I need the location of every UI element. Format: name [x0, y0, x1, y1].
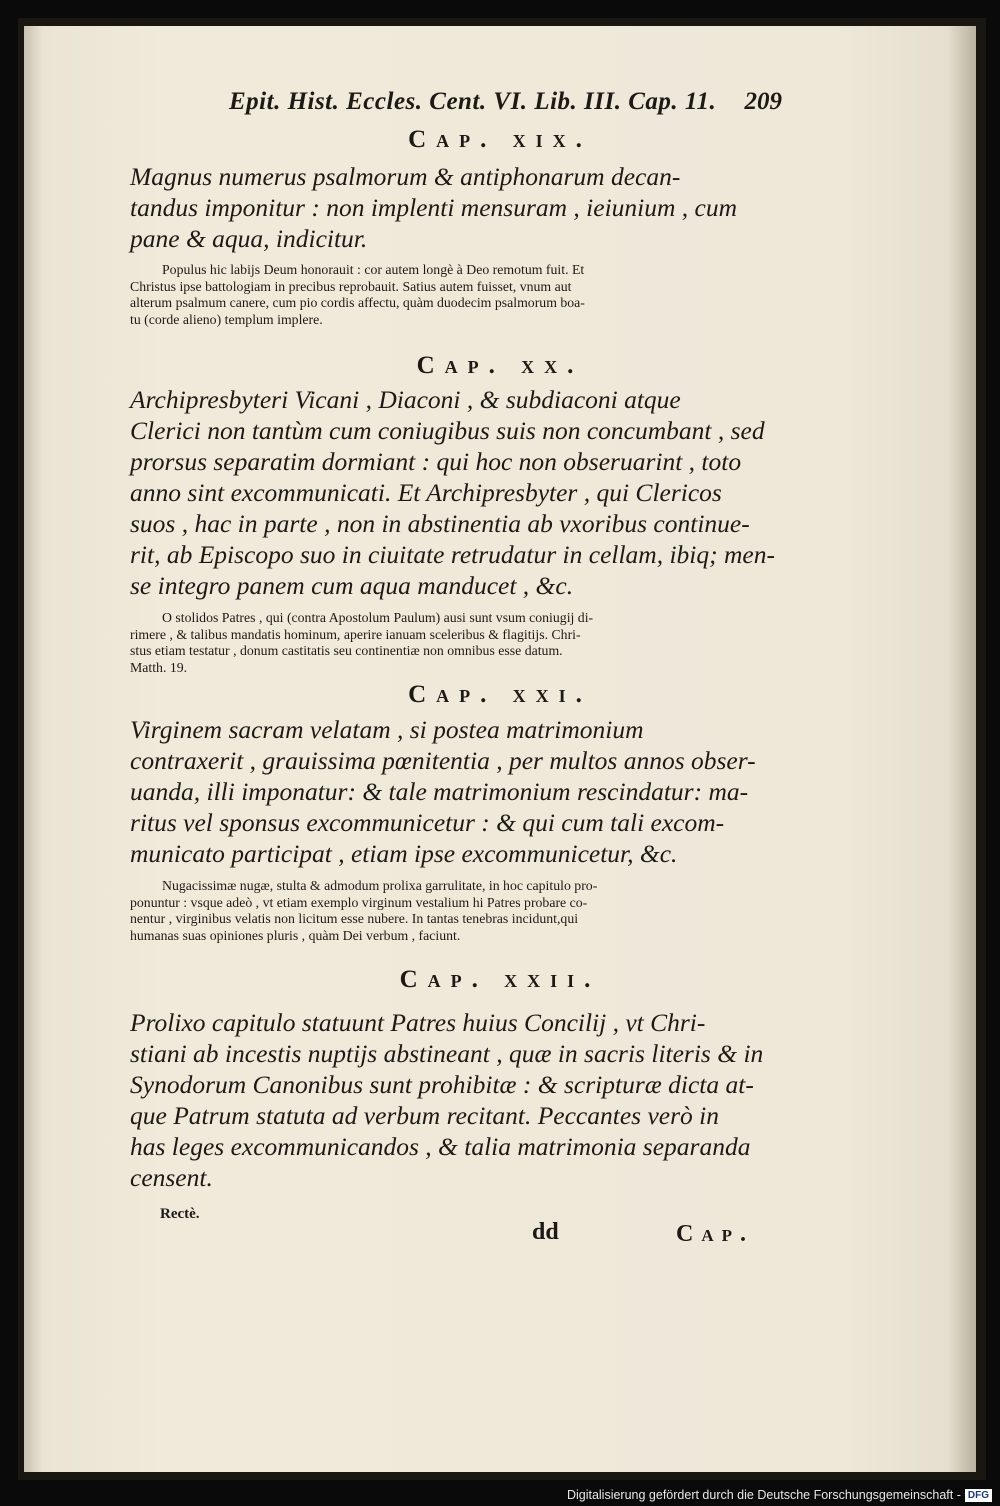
comment-line: alterum psalmum canere, cum pio cordis affectu, quàm duodecim psalmorum boa- — [130, 295, 585, 310]
summary-line: ritus vel sponsus excommunicetur : & qui cum tali excom- — [130, 808, 725, 837]
catchword-right: Cap. — [676, 1221, 754, 1247]
summary-line: tandus imponitur : non implenti mensuram , ieiunium , cum — [130, 193, 738, 222]
chapter-heading-21: Cap. xxi. — [408, 681, 592, 708]
comment-line: stus etiam testatur , donum castitatis seu continentiæ non omnibus esse datum. — [130, 643, 563, 658]
catchword-left: Rectè. — [160, 1206, 200, 1222]
summary-line: suos , hac in parte , non in abstinentia ab vxoribus continue- — [130, 509, 750, 538]
summary-line: que Patrum statuta ad verbum recitant. Peccantes verò in — [130, 1101, 719, 1130]
summary-line: censent. — [130, 1163, 213, 1192]
chapter-heading-19: Cap. xix. — [408, 126, 592, 153]
comment-line: O stolidos Patres , qui (contra Apostolum Paulum) ausi sunt vsum coniugij di- — [162, 610, 594, 625]
summary-line: uanda, illi imponatur: & tale matrimonium rescindatur: ma- — [130, 777, 749, 806]
comment-line: tu (corde alieno) templum implere. — [130, 311, 323, 327]
signature-mark: dd — [532, 1219, 559, 1245]
chapter-heading-20: Cap. xx. — [416, 352, 584, 379]
digitization-footer — [567, 1486, 992, 1504]
chapter-summary-22 — [130, 1007, 762, 1193]
page-number: 209 — [744, 88, 782, 115]
comment-line: Matth. 19. — [130, 659, 188, 675]
summary-line: Clerici non tantùm cum coniugibus suis non concumbant , sed — [130, 416, 765, 445]
chapter-heading-22: Cap. xxii. — [399, 966, 601, 993]
summary-line: contraxerit , grauissima pœnitentia , per multos annos obser- — [130, 746, 756, 775]
chapter-summary-19 — [130, 161, 762, 254]
summary-line: anno sint excommunicati. Et Archipresbyter , qui Clericos — [130, 478, 722, 507]
comment-line: Nugacissimæ nugæ, stulta & admodum prolixa garrulitate, in hoc capitulo pro- — [162, 878, 598, 893]
comment-line: humanas suas opiniones pluris , quàm Dei verbum , faciunt. — [130, 927, 461, 943]
chapter-comment-19 — [130, 262, 770, 328]
dfg-logo: DFG — [965, 1489, 992, 1502]
comment-line: ponuntur : vsque adeò , vt etiam exemplo virginum vestalium hi Patres probare co- — [130, 894, 588, 910]
summary-line: stiani ab incestis nuptijs abstineant , quæ in sacris literis & in — [130, 1039, 764, 1068]
comment-line: Christus ipse battologiam in precibus reprobauit. Satius autem fuisset, vnum aut — [130, 278, 572, 294]
chapter-summary-20 — [130, 384, 775, 601]
footer-text: Digitalisierung gefördert durch die Deutsche Forschungsgemeinschaft - — [566, 1488, 961, 1502]
summary-line: Magnus numerus psalmorum & antiphonarum decan- — [130, 162, 681, 191]
summary-line: rit, ab Episcopo suo in ciuitate retrudatur in cellam, ibiq; men- — [130, 540, 775, 569]
summary-line: se integro panem cum aqua manducet , &c. — [130, 571, 574, 600]
summary-line: Prolixo capitulo statuunt Patres huius Concilij , vt Chri- — [130, 1008, 706, 1037]
summary-line: has leges excommunicandos , & talia matrimonia separanda — [130, 1132, 751, 1161]
book-page — [24, 26, 976, 1472]
summary-line: Archipresbyteri Vicani , Diaconi , & subdiaconi atque — [130, 385, 681, 414]
comment-line: rimere , & talibus mandatis hominum, aperire ianuam sceleribus & flagitijs. Chri- — [130, 626, 581, 642]
chapter-comment-21 — [130, 878, 770, 944]
comment-line: nentur , virginibus velatis non licitum esse nubere. In tantas tenebras incidunt,qui — [130, 911, 579, 926]
chapter-summary-21 — [130, 714, 762, 869]
summary-line: Synodorum Canonibus sunt prohibitæ : & scripturæ dicta at- — [130, 1070, 754, 1099]
comment-line: Populus hic labijs Deum honorauit : cor autem longè à Deo remotum fuit. Et — [162, 262, 585, 277]
chapter-comment-20 — [130, 610, 770, 676]
running-head: Epit. Hist. Eccles. Cent. VI. Lib. III. Cap. 11. — [229, 88, 717, 115]
summary-line: prorsus separatim dormiant : qui hoc non obseruarint , toto — [130, 447, 742, 476]
summary-line: Virginem sacram velatam , si postea matrimonium — [130, 715, 644, 744]
summary-line: municato participat , etiam ipse excommunicetur, &c. — [130, 839, 678, 868]
summary-line: pane & aqua, indicitur. — [130, 224, 368, 253]
